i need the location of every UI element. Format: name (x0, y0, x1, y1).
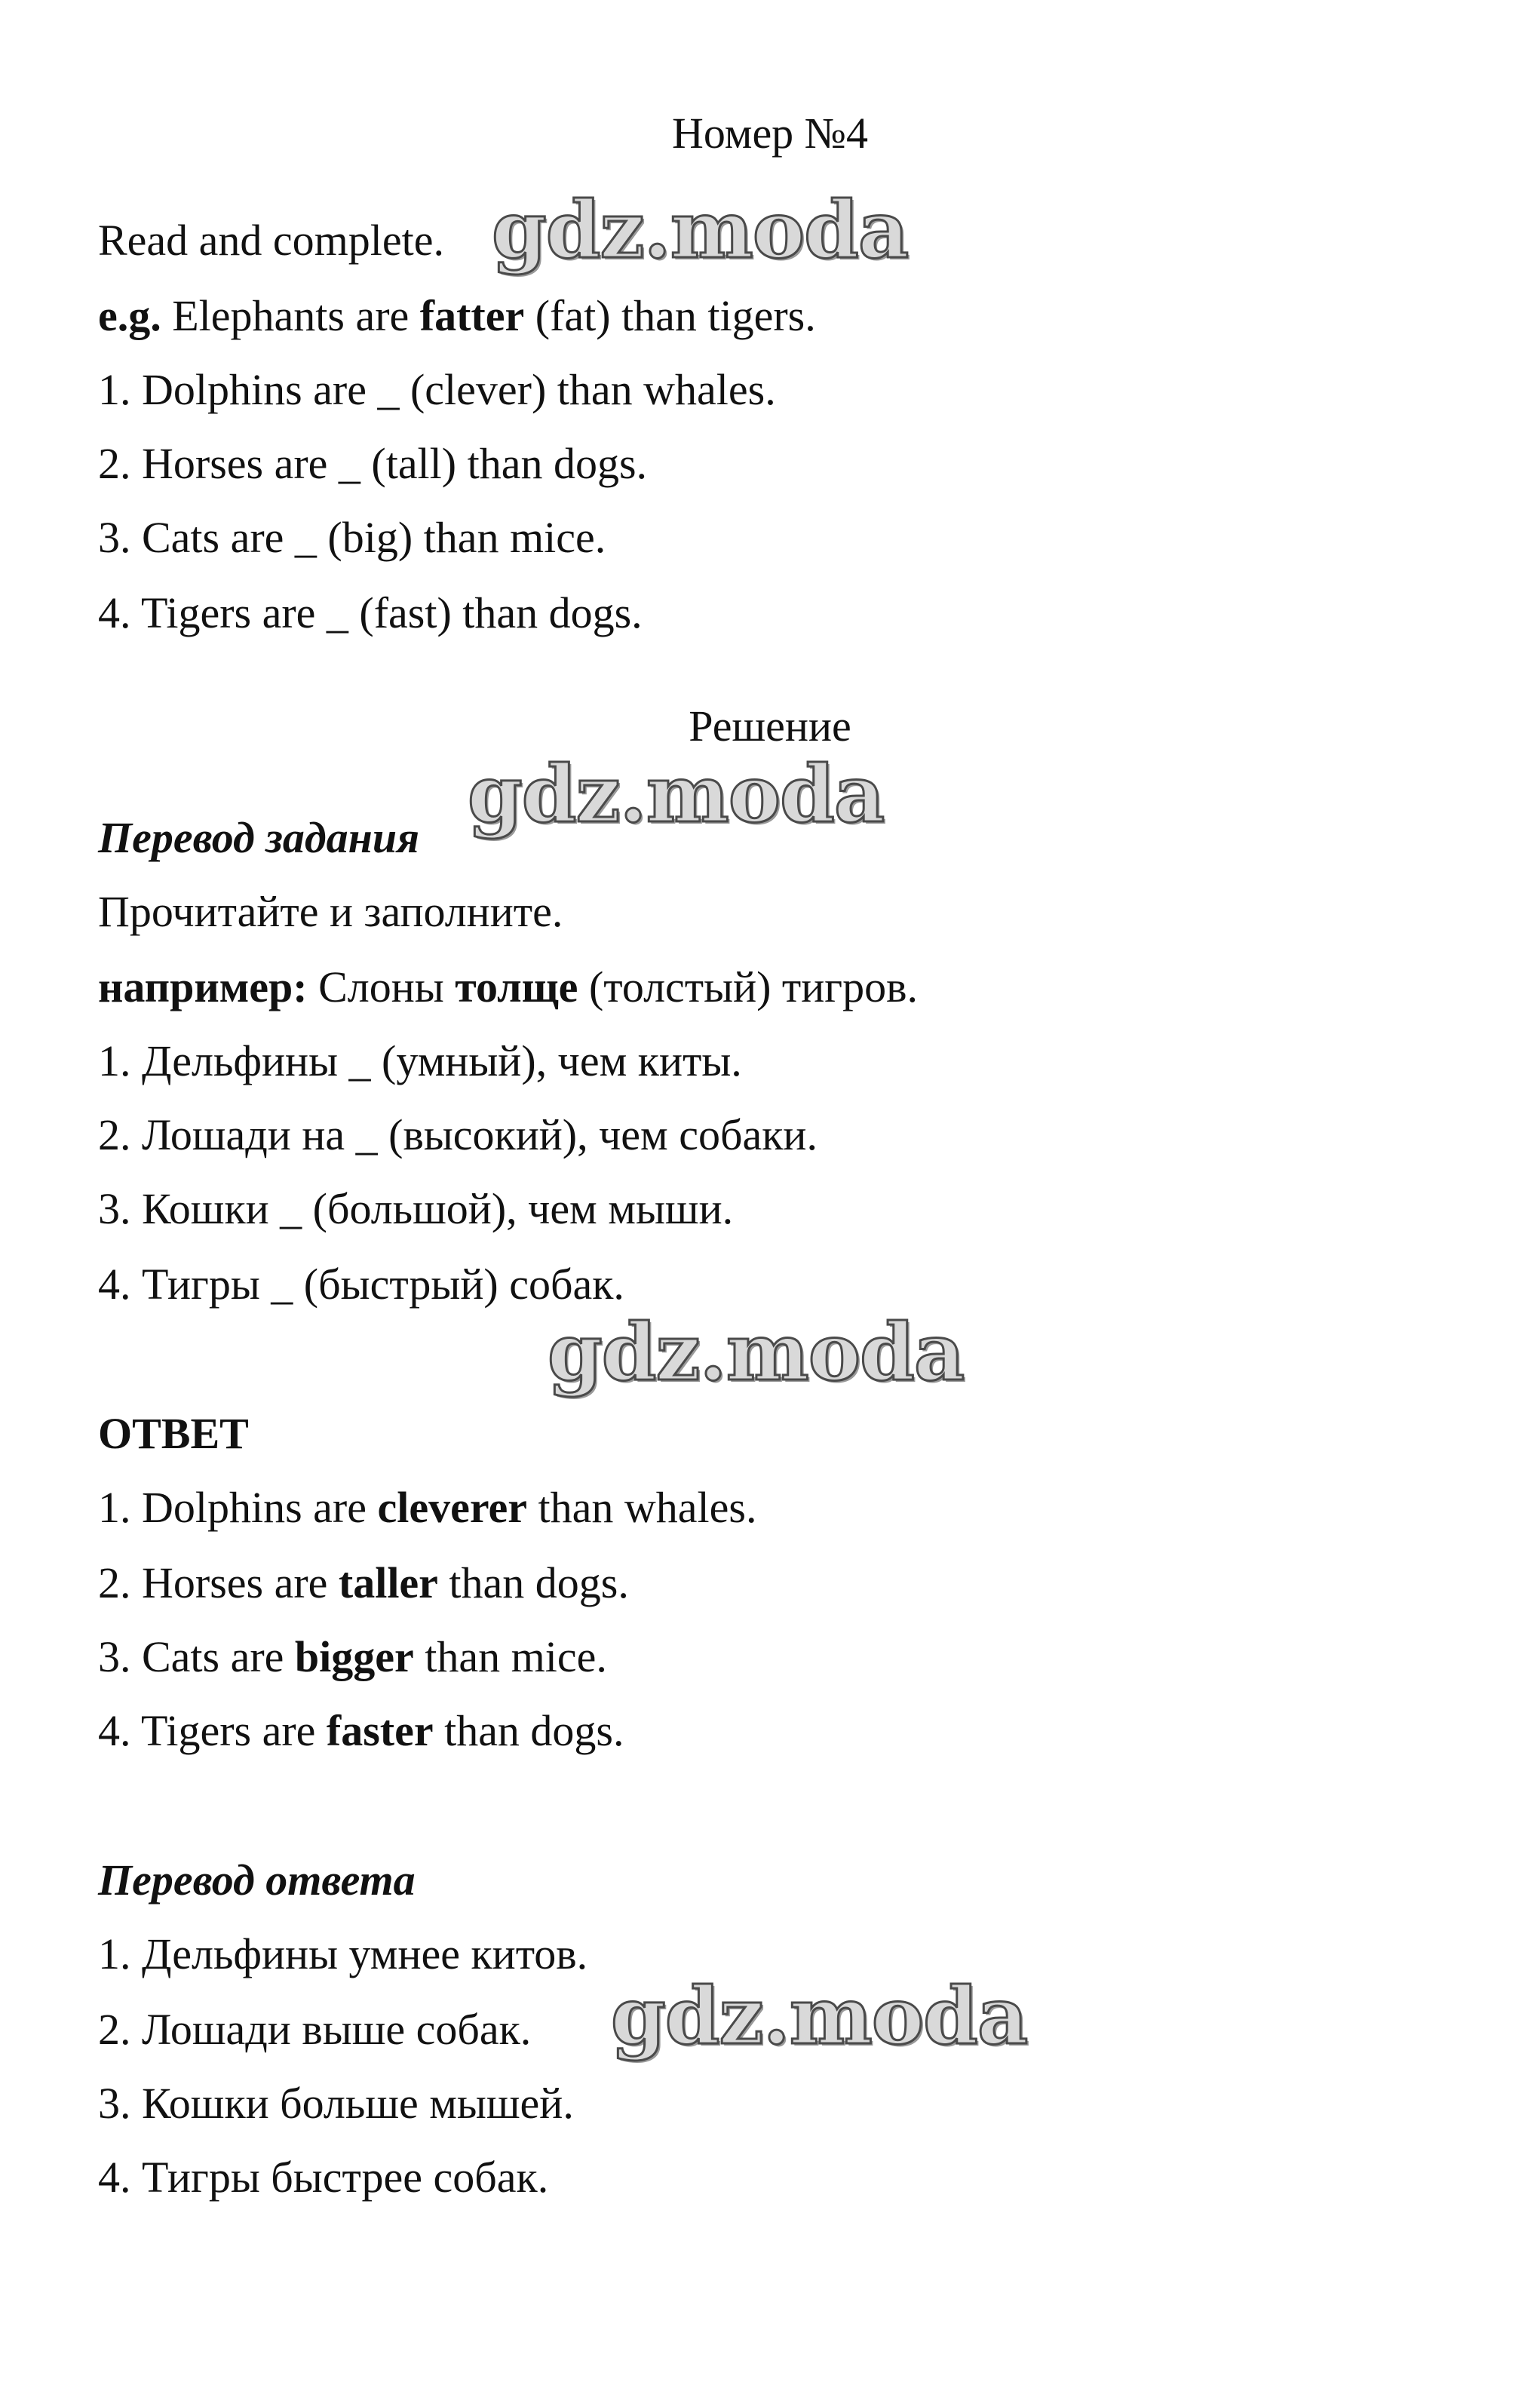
answer-item (98, 1705, 624, 1757)
task-item: 4. Tigers are _ (fast) than dogs. (98, 588, 643, 637)
answer-text: than mice. (413, 1632, 607, 1681)
example-after: (fat) than tigers. (524, 291, 816, 340)
answer-word: faster (326, 1706, 434, 1755)
example-before: Elephants are (161, 291, 420, 340)
task-item: 1. Dolphins are _ (clever) than whales. (98, 365, 776, 414)
translation-example-answer: толще (455, 962, 578, 1011)
translation-example-before: Слоны (307, 962, 456, 1011)
answer-text: 4. Tigers are (98, 1706, 327, 1755)
watermark-logo: gdz.moda (492, 183, 909, 276)
translation-answer-item: 2. Лошади выше собак. (98, 2005, 532, 2054)
translation-item: 2. Лошади на _ (высокий), чем собаки. (98, 1110, 818, 1159)
task-item: 2. Horses are _ (tall) than dogs. (98, 439, 648, 488)
answer-word: taller (338, 1558, 438, 1607)
translation-instruction: Прочитайте и заполните. (98, 887, 563, 936)
answer-text: than dogs. (433, 1706, 624, 1755)
task-instruction: Read and complete. (98, 216, 444, 265)
answer-item (98, 1557, 629, 1610)
answer-item (98, 1481, 756, 1534)
answer-word: cleverer (377, 1483, 528, 1532)
example-answer: fatter (419, 291, 525, 340)
translation-example-after: (толстый) тигров. (578, 962, 918, 1011)
translation-item: 4. Тигры _ (быстрый) собак. (98, 1260, 624, 1309)
example-prefix: e.g. (98, 291, 161, 340)
translation-item: 1. Дельфины _ (умный), чем киты. (98, 1036, 742, 1085)
answer-text: 3. Cats are (98, 1632, 295, 1681)
task-item: 3. Cats are _ (big) than mice. (98, 513, 606, 562)
watermark-logo: gdz.moda (468, 747, 885, 840)
translation-example-prefix: например: (98, 962, 308, 1011)
answer-text: than dogs. (437, 1558, 629, 1607)
translation-answer-item: 4. Тигры быстрее собак. (98, 2153, 549, 2202)
answer-item (98, 1631, 607, 1684)
watermark-logo: gdz.moda (548, 1306, 965, 1398)
translation-answer-item: 3. Кошки больше мышей. (98, 2079, 574, 2128)
translation-answer-item: 1. Дельфины умнее китов. (98, 1929, 588, 1978)
page-title: Номер №4 (671, 109, 869, 158)
solution-heading: Решение (689, 701, 851, 750)
translation-example (98, 961, 918, 1014)
answer-word: bigger (294, 1632, 414, 1681)
translation-task-heading: Перевод задания (98, 813, 419, 862)
answer-text: than whales. (527, 1483, 757, 1532)
answer-text: 2. Horses are (98, 1558, 339, 1607)
answer-text: 1. Dolphins are (98, 1483, 378, 1532)
watermark-logo: gdz.moda (611, 1969, 1028, 2062)
translation-item: 3. Кошки _ (большой), чем мыши. (98, 1184, 734, 1233)
task-example (98, 290, 816, 342)
answer-heading: ОТВЕТ (98, 1409, 249, 1458)
translation-answer-heading: Перевод ответа (98, 1855, 416, 1905)
